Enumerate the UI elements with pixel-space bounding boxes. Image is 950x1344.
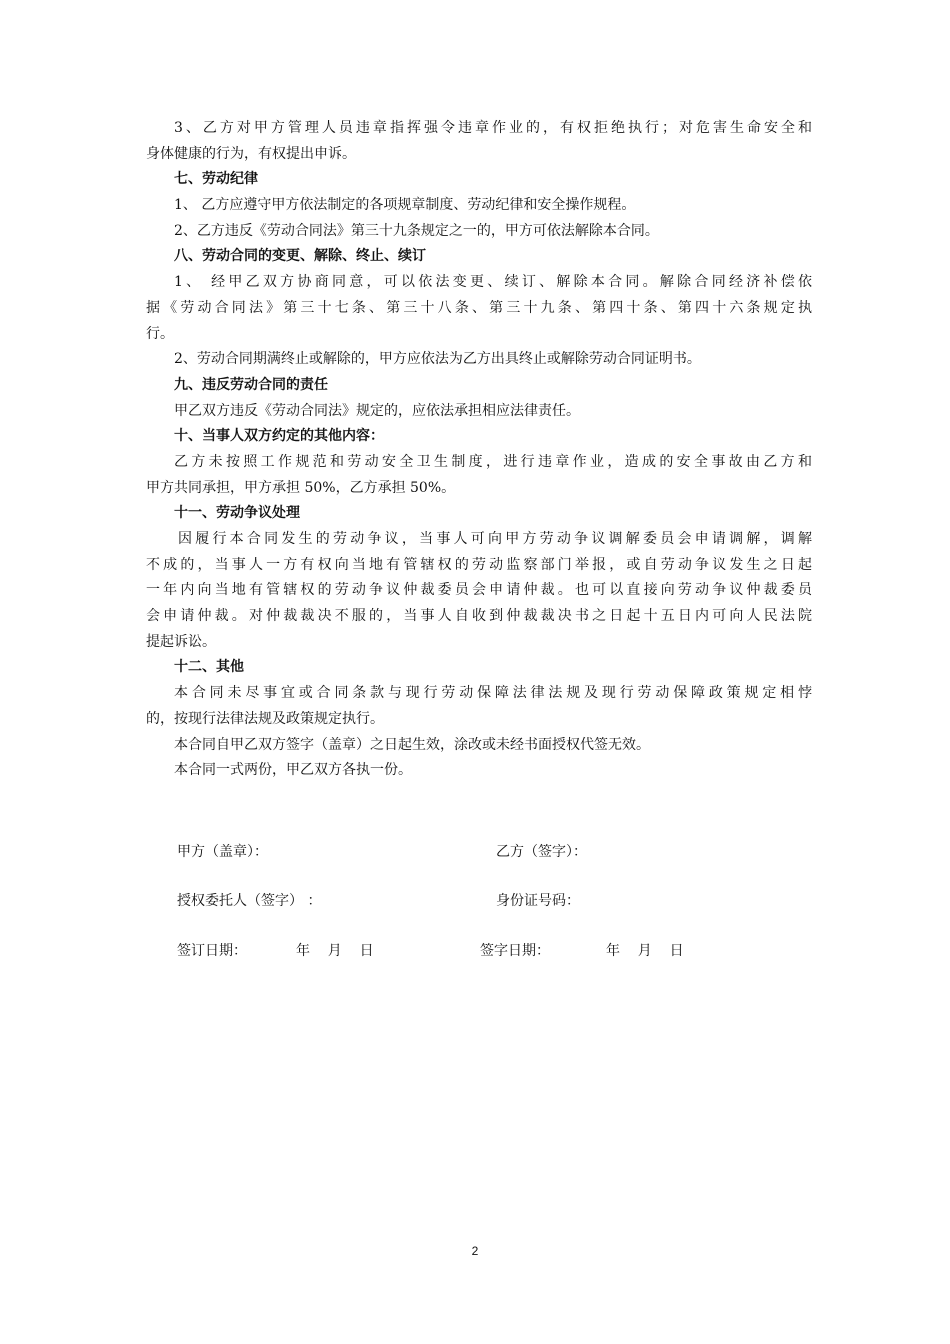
contract-body <box>146 116 812 784</box>
party-b-signature-label: 乙方（签字）： <box>496 844 587 860</box>
page-number: 2 <box>471 1244 479 1258</box>
party-b-date-fields: 年 月 日 <box>606 943 684 959</box>
clause-12-1-line-2: 的，按现行法律法规及政策规定执行。 <box>146 710 384 727</box>
clause-6-3-line-1: 3、乙方对甲方管理人员违章指挥强令违章作业的，有权拒绝执行；对危害生命安全和 <box>174 120 812 136</box>
party-b-date-label: 签字日期： <box>480 943 550 959</box>
clause-11-line-4: 会申请仲裁。对仲裁裁决不服的，当事人自收到仲裁裁决书之日起十五日内可向人民法院 <box>146 608 812 625</box>
clause-11-line-2: 不成的，当事人一方有权向当地有管辖权的劳动监察部门举报，或自劳动争议发生之日起 <box>146 556 812 573</box>
clause-11-line-5: 提起诉讼。 <box>146 633 216 650</box>
section-heading-11: 十一、劳动争议处理 <box>174 505 300 522</box>
section-heading-9: 九、违反劳动合同的责任 <box>174 376 328 393</box>
clause-8-1-line-1: 1、 经甲乙双方协商同意，可以依法变更、续订、解除本合同。解除合同经济补偿依 <box>174 274 812 291</box>
clause-11-line-1: 因履行本合同发生的劳动争议，当事人可向甲方劳动争议调解委员会申请调解，调解 <box>178 531 812 547</box>
clause-6-3-line-2: 身体健康的行为，有权提出申诉。 <box>146 145 356 162</box>
clause-10-line-1: 乙方未按照工作规范和劳动安全卫生制度，进行违章作业，造成的安全事故由乙方和 <box>174 453 812 470</box>
party-a-date-label: 签订日期： <box>177 943 247 959</box>
section-heading-12: 十二、其他 <box>174 659 244 676</box>
id-number-label: 身份证号码： <box>496 893 580 909</box>
clause-9: 甲乙双方违反《劳动合同法》规定的，应依法承担相应法律责任。 <box>174 402 580 419</box>
clause-7-2: 2、乙方违反《劳动合同法》第三十九条规定之一的，甲方可依法解除本合同。 <box>174 222 659 239</box>
clause-12-1-line-1: 本合同未尽事宜或合同条款与现行劳动保障法律法规及现行劳动保障政策规定相悖 <box>174 685 812 702</box>
clause-12-2: 本合同自甲乙双方签字（盖章）之日起生效，涂改或未经书面授权代签无效。 <box>174 736 650 753</box>
party-a-date-fields: 年 月 日 <box>296 943 374 959</box>
party-a-seal-label: 甲方（盖章）： <box>177 844 268 860</box>
section-heading-8: 八、劳动合同的变更、解除、终止、续订 <box>174 248 426 265</box>
clause-11-line-3: 一年内向当地有管辖权的劳动争议仲裁委员会申请仲裁。也可以直接向劳动争议仲裁委员 <box>146 582 812 599</box>
clause-8-1-line-3: 行。 <box>146 325 174 342</box>
clause-7-1: 1、 乙方应遵守甲方依法制定的各项规章制度、劳动纪律和安全操作规程。 <box>174 197 636 214</box>
authorized-agent-label: 授权委托人（签字） ： <box>177 893 322 909</box>
clause-12-3: 本合同一式两份，甲乙双方各执一份。 <box>174 762 412 779</box>
section-heading-7: 七、劳动纪律 <box>174 171 258 188</box>
clause-8-1-line-2: 据《劳动合同法》第三十七条、第三十八条、第三十九条、第四十条、第四十六条规定执 <box>146 299 812 316</box>
clause-10-line-2: 甲方共同承担，甲方承担 50%，乙方承担 50%。 <box>146 479 456 496</box>
clause-8-2: 2、劳动合同期满终止或解除的，甲方应依法为乙方出具终止或解除劳动合同证明书。 <box>174 351 701 368</box>
section-heading-10: 十、当事人双方约定的其他内容： <box>174 428 384 445</box>
